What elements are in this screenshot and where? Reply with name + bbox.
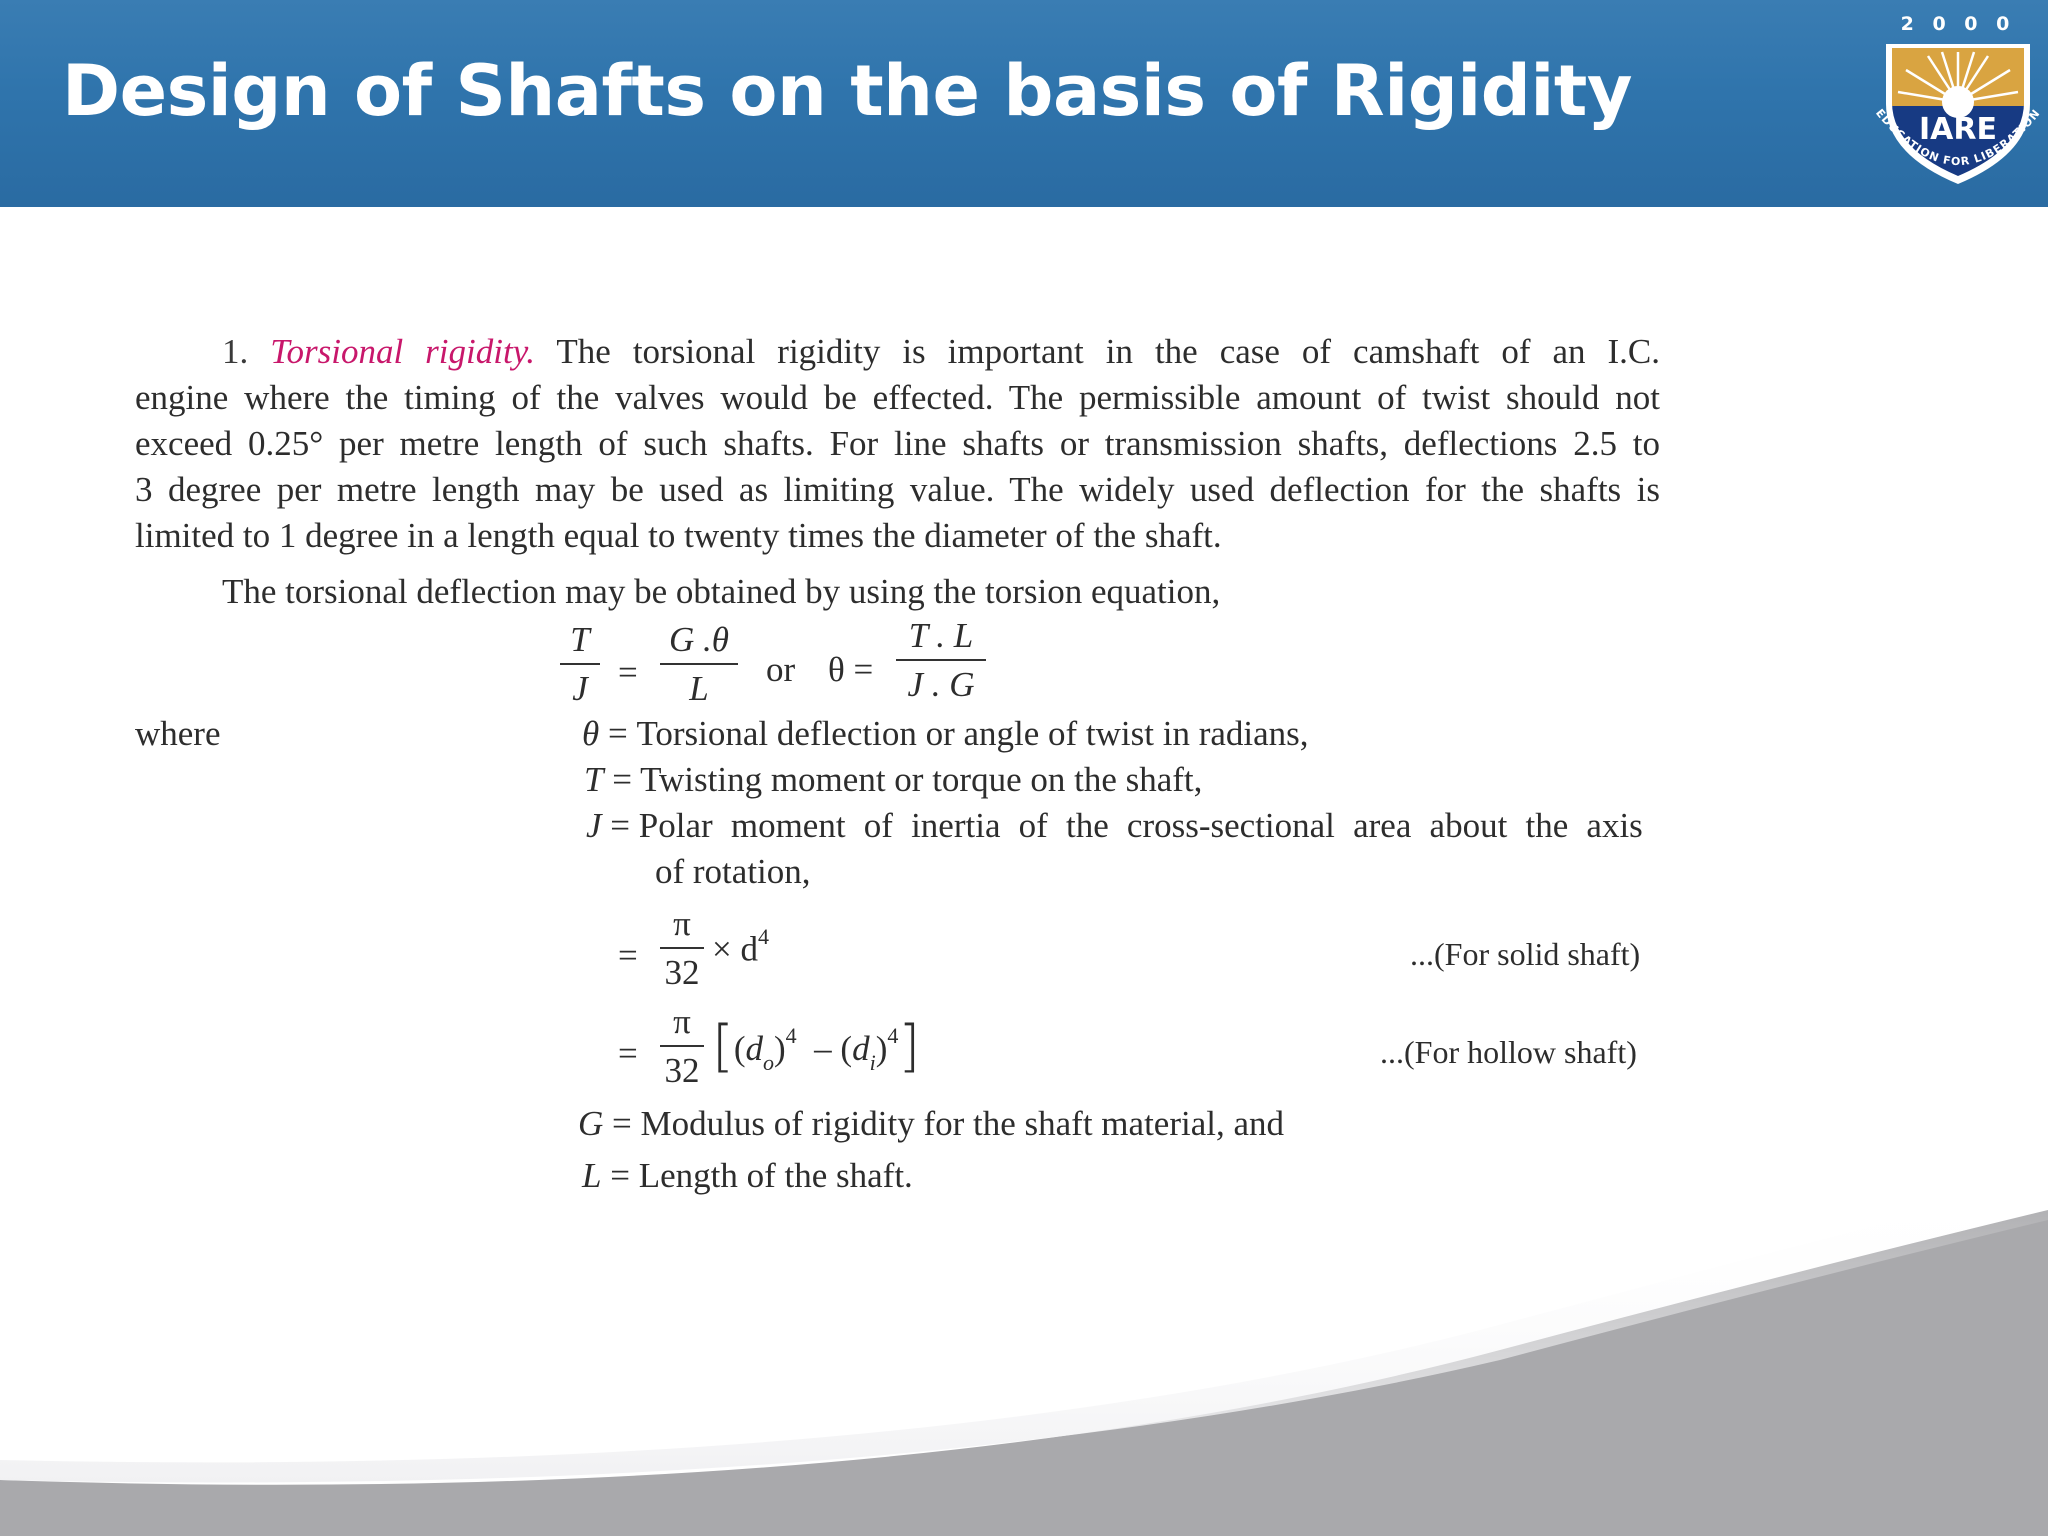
item-number: 1. [222, 332, 249, 371]
para1-line1-text: The torsional rigidity is important in the case of camshaft of an I.C. [556, 332, 1661, 371]
solid-shaft-note: ...(For solid shaft) [1410, 936, 1641, 972]
theta-equals: θ = [828, 650, 874, 689]
para1-line4: 3 degree per metre length may be used as limiting value. The widely used deflection for the shafts is [135, 470, 1660, 509]
symbol-g: G [578, 1104, 604, 1143]
logo-motto: EDUCATION FOR LIBERATION [1873, 106, 2043, 169]
fraction-pi-over-32-solid: π 32 [660, 906, 704, 990]
fraction-tl-over-jg: T . L J . G [896, 618, 986, 702]
solid-d-power: × $d^4$ [712, 924, 769, 969]
equals-sign: = [618, 653, 638, 692]
definition-theta: θ = Torsional deflection or angle of twist in radians, [582, 714, 1309, 753]
definition-t-text: Twisting moment or torque on the shaft, [640, 760, 1203, 799]
definition-t: T = Twisting moment or torque on the shaft, [584, 760, 1203, 799]
para1-line5: limited to 1 degree in a length equal to twenty times the diameter of the shaft. [135, 516, 1222, 555]
logo-year: 2 0 0 0 [1900, 13, 2016, 35]
fraction-pi-over-32-hollow: π 32 [660, 1004, 704, 1088]
symbol-t: T [584, 760, 604, 799]
symbol-j: J [586, 806, 602, 845]
definition-l: L = Length of the shaft. [582, 1156, 913, 1195]
definition-j-continued: of rotation, [655, 852, 811, 891]
definition-theta-text: Torsional deflection or angle of twist in radians, [636, 714, 1309, 753]
symbol-l: L [582, 1156, 602, 1195]
para1-line3: exceed 0.25° per metre length of such shafts. For line shafts or transmission shafts, deflections 2.5 to [135, 424, 1660, 463]
hollow-shaft-note: ...(For hollow shaft) [1380, 1034, 1637, 1070]
logo-name: IARE [1919, 112, 1997, 147]
slide-title: Design of Shafts on the basis of Rigidity [62, 50, 1632, 132]
hollow-equals: = [618, 1034, 638, 1073]
definition-g: G = Modulus of rigidity for the shaft material, and [578, 1104, 1284, 1143]
definition-j-text: Polar moment of inertia of the cross-sectional area about the axis [638, 806, 1643, 845]
fraction-g-theta-over-l: G .θ L [660, 622, 738, 706]
definition-g-text: Modulus of rigidity for the shaft material, and [640, 1104, 1284, 1143]
definition-l-text: Length of the shaft. [638, 1156, 913, 1195]
solid-equals: = [618, 936, 638, 975]
fraction-t-over-j: T J [560, 622, 600, 706]
symbol-theta: θ [582, 714, 600, 753]
para1-line1 [222, 334, 1660, 369]
para2: The torsional deflection may be obtained by using the torsion equation, [222, 572, 1221, 611]
where-label: where [135, 714, 221, 753]
hollow-expression: $[(d_o)^4 - (d_i)^4]$ [712, 1014, 921, 1079]
definition-j: J = Polar moment of inertia of the cross-sectional area about the axis [586, 806, 1643, 845]
para1-line2: engine where the timing of the valves would be effected. The permissible amount of twist should not [135, 378, 1660, 417]
or-word: or [766, 650, 796, 689]
item-heading: Torsional rigidity. [270, 332, 536, 371]
